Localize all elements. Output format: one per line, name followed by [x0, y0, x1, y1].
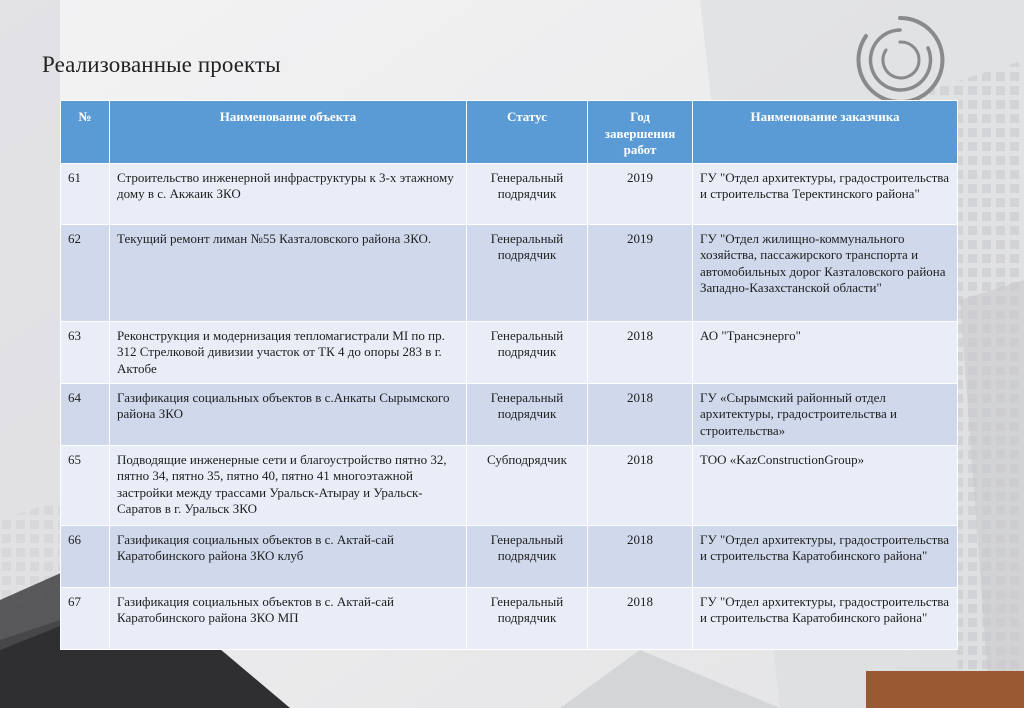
cell-num: 61: [61, 163, 110, 224]
cell-object-name: Подводящие инженерные сети и благоустройство пятно 32, пятно 34, пятно 35, пятно 40, пятно 41 многоэтажной застройки между трассами Уральск-Атырау и Уральск- Саратов в г. Уральск ЗКО: [110, 445, 467, 525]
cell-year: 2018: [588, 383, 693, 445]
cell-year: 2018: [588, 525, 693, 587]
cell-customer: ГУ "Отдел жилищно-коммунального хозяйства, пассажирского транспорта и автомобильных дорог Казталовского района Западно-Казахстанской области": [693, 224, 958, 321]
cell-num: 64: [61, 383, 110, 445]
cell-num: 63: [61, 321, 110, 383]
cell-status: Субподрядчик: [467, 445, 588, 525]
header-year: Год завершения работ: [588, 101, 693, 164]
table-row: [61, 587, 958, 649]
cell-num: 66: [61, 525, 110, 587]
cell-customer: ТОО «KazConstructionGroup»: [693, 445, 958, 525]
projects-table: [60, 100, 958, 650]
cell-object-name: Газификация социальных объектов в с. Актай-сай Каратобинского района ЗКО МП: [110, 587, 467, 649]
cell-status: Генеральный подрядчик: [467, 383, 588, 445]
table-row: [61, 163, 958, 224]
accent-bar: [866, 671, 1024, 708]
header-customer: Наименование заказчика: [693, 101, 958, 164]
cell-status: Генеральный подрядчик: [467, 321, 588, 383]
cell-year: 2018: [588, 321, 693, 383]
table-row: [61, 321, 958, 383]
company-logo-icon: [852, 12, 948, 108]
cell-year: 2019: [588, 224, 693, 321]
cell-year: 2018: [588, 587, 693, 649]
cell-customer: ГУ "Отдел архитектуры, градостроительства и строительства Каратобинского района": [693, 525, 958, 587]
cell-year: 2018: [588, 445, 693, 525]
cell-status: Генеральный подрядчик: [467, 587, 588, 649]
cell-status: Генеральный подрядчик: [467, 224, 588, 321]
table-row: [61, 525, 958, 587]
cell-customer: ГУ «Сырымский районный отдел архитектуры, градостроительства и строительства»: [693, 383, 958, 445]
cell-num: 67: [61, 587, 110, 649]
cell-object-name: Газификация социальных объектов в с. Актай-сай Каратобинского района ЗКО клуб: [110, 525, 467, 587]
header-status: Статус: [467, 101, 588, 164]
header-object-name: Наименование объекта: [110, 101, 467, 164]
cell-year: 2019: [588, 163, 693, 224]
table-header-row: [61, 101, 958, 164]
cell-status: Генеральный подрядчик: [467, 525, 588, 587]
cell-object-name: Реконструкция и модернизация тепломагистрали МІ по пр. 312 Стрелковой дивизии участок от ТК 4 до опоры 283 в г. Актобе: [110, 321, 467, 383]
header-num: №: [61, 101, 110, 164]
cell-object-name: Газификация социальных объектов в с.Анкаты Сырымского района ЗКО: [110, 383, 467, 445]
table-row: [61, 383, 958, 445]
cell-num: 62: [61, 224, 110, 321]
cell-customer: ГУ "Отдел архитектуры, градостроительства и строительства Теректинского района": [693, 163, 958, 224]
page-title: Реализованные проекты: [42, 52, 281, 77]
cell-object-name: Текущий ремонт лиман №55 Казталовского района ЗКО.: [110, 224, 467, 321]
cell-object-name: Строительство инженерной инфраструктуры к 3-х этажному дому в с. Акжаик ЗКО: [110, 163, 467, 224]
table-row: [61, 224, 958, 321]
cell-customer: АО "Трансэнерго": [693, 321, 958, 383]
cell-status: Генеральный подрядчик: [467, 163, 588, 224]
cell-customer: ГУ "Отдел архитектуры, градостроительства и строительства Каратобинского района": [693, 587, 958, 649]
cell-num: 65: [61, 445, 110, 525]
table-row: [61, 445, 958, 525]
